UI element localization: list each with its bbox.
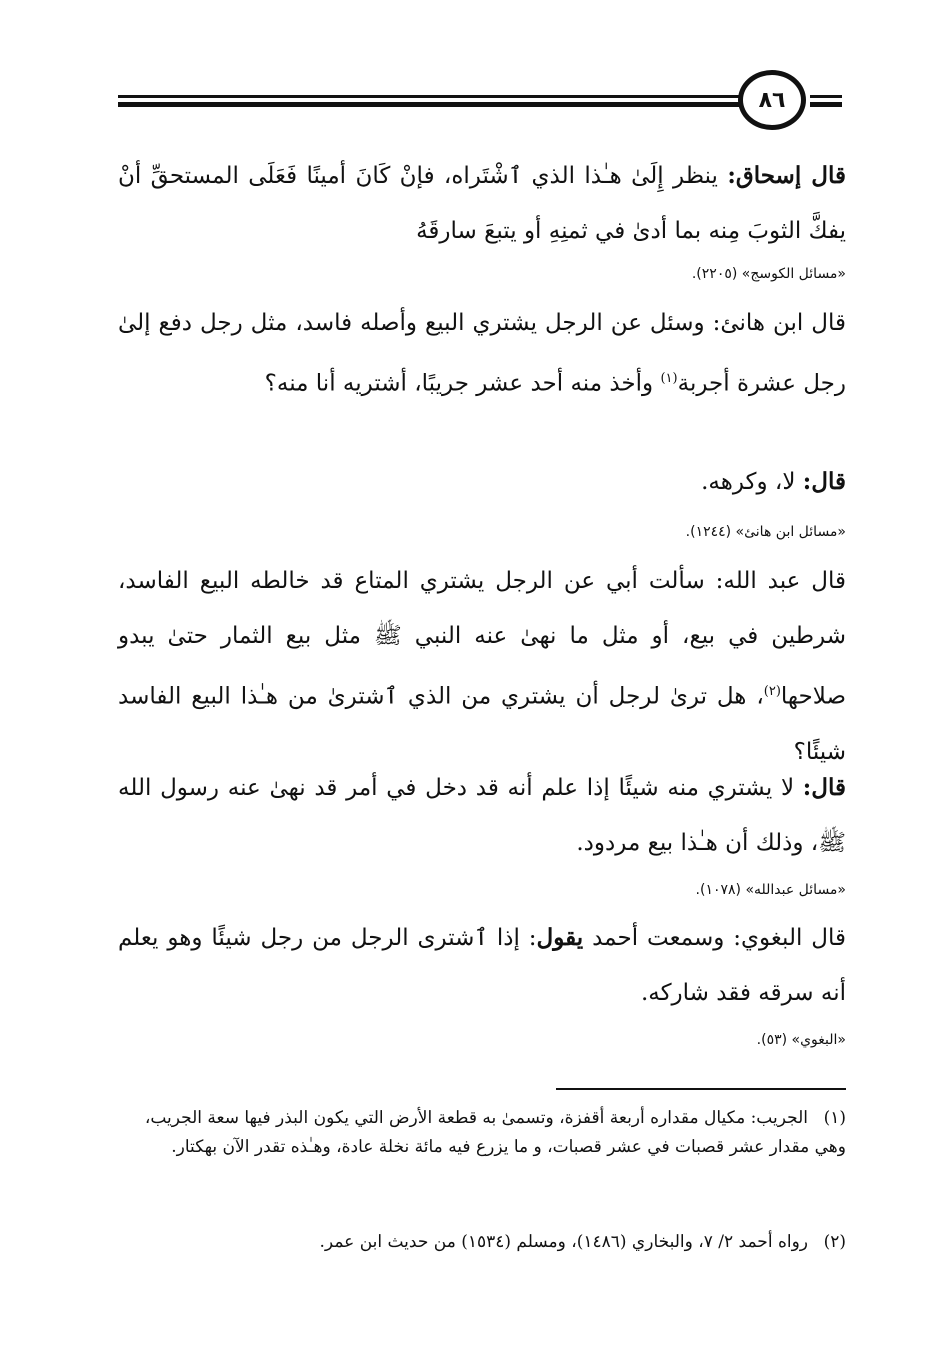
header-rule-right-thick (810, 102, 842, 107)
entry-paragraph (118, 910, 846, 1021)
speaker: قال ابن هانئ (720, 310, 846, 336)
source-citation: «مسائل عبدالله» (١٠٧٨). (695, 882, 846, 898)
entry-text: ينظر إِلَىٰ هـٰذا الذي ٱشْتَراه، فإنْ كَانَ أمينًا فَعَلَى المستحقِّ أنْ يفكَّ الثوبَ مِنه بما أدىٰ في ثمنِهِ أو يتبعَ سارقَهُ (118, 163, 846, 244)
source-citation: «البغوي» (٥٣). (756, 1032, 846, 1048)
footnote-1 (118, 1104, 846, 1162)
header-rule-thick (118, 102, 740, 107)
speaker-colon: : (802, 468, 812, 495)
entry-answer-2 (118, 760, 846, 871)
entry-paragraph (118, 554, 846, 780)
entry-text-cont: ، هل ترىٰ لرجل أن يشتري من الذي ٱشترىٰ من هـٰذا البيع الفاسد شيئًا؟ (118, 683, 846, 765)
header-rule-right-thin (810, 95, 842, 98)
footnote-separator (556, 1088, 846, 1090)
speaker: قال (811, 774, 846, 801)
footnote-text: رواه أحمد ٢/ ٧، والبخاري (١٤٨٦)، ومسلم (١٥٣٤) من حديث ابن عمر. (319, 1232, 808, 1252)
entry-paragraph (118, 148, 846, 259)
entry-answer-1 (118, 454, 846, 510)
header-rule-thin (118, 95, 740, 98)
source-citation: «مسائل ابن هانئ» (١٢٤٤). (685, 524, 846, 540)
source-citation: «مسائل الكوسج» (٢٢٠٥). (691, 266, 846, 282)
speaker-colon: : (712, 310, 721, 336)
entry-text: وسئل عن الرجل يشتري البيع وأصله فاسد، مثل رجل دفع إلىٰ رجل عشرة أجربة (118, 310, 846, 397)
entry-text: سألت أبي عن الرجل يشتري المتاع قد خالطه البيع الفاسد، شرطين في بيع، أو مثل ما نهىٰ عنه النبي ﷺ مثل بيع الثمار حتىٰ يبدو صلاحها (118, 568, 846, 710)
entry-paragraph (118, 760, 846, 871)
entry-text-cont: وأخذ منه أحد عشر جريبًا، أشتريه أنا منه؟ (264, 370, 661, 397)
entry-paragraph (118, 296, 846, 412)
footnote-2 (118, 1228, 846, 1257)
footnote-number: (٢) (823, 1232, 846, 1252)
speaker-colon: : (802, 774, 812, 801)
speaker-lead: : وسمعت أحمد (583, 925, 742, 951)
header-rule-right (810, 95, 842, 109)
footnote-text: الجريب: مكيال مقداره أربعة أقفزة، وتسمىٰ به قطعة الأرض التي يكون البذر فيها سعة الجريب، وهي مقدار عشر قصبات في عشر قصبات، و ما يزرع فيه مائة نخلة عادة، وهـٰذه تقدر الآن بهكتار. (144, 1108, 846, 1157)
header-rule (118, 95, 740, 109)
speaker: قال البغوي (741, 925, 847, 951)
entry-paragraph (118, 454, 846, 510)
speaker: قال إسحاق (735, 162, 846, 189)
speaker: قال (811, 468, 846, 495)
footnote-marker: (١) (660, 371, 678, 386)
entry-ibn-hani (118, 296, 846, 412)
entry-text: : إذا ٱشترى الرجل من رجل شيئًا وهو يعلم أنه سرقه فقد شاركه. (118, 925, 846, 1006)
speaker: قال عبد الله (723, 568, 846, 594)
footnote-marker: (٢) (763, 684, 781, 699)
page-number: ٨٦ (738, 70, 806, 130)
entry-abdullah (118, 554, 846, 780)
footnote-number: (١) (823, 1108, 846, 1128)
entry-ishaq (118, 148, 846, 259)
entry-text: لا يشتري منه شيئًا إذا علم أنه قد دخل في أمر قد نهىٰ عنه رسول الله ﷺ، وذلك أن هـٰذا بيع مردود. (118, 775, 846, 856)
speaker-verb: يقول (536, 924, 584, 951)
entry-baghawi (118, 910, 846, 1021)
speaker-colon: : (715, 568, 724, 594)
entry-text: لا، وكرهه. (701, 469, 803, 495)
speaker-colon: : (727, 162, 736, 189)
